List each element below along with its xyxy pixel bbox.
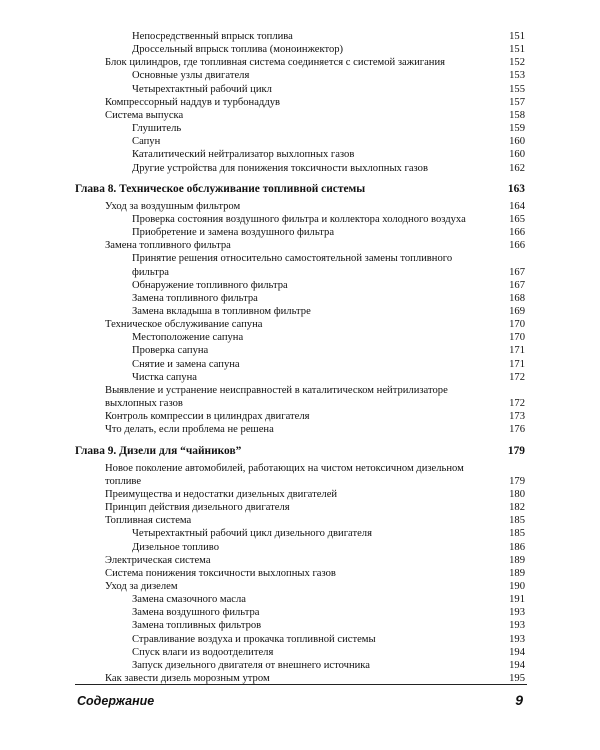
toc-entry-title: Дроссельный впрыск топлива (моноинжектор) — [132, 44, 344, 56]
toc-entry-page: 151 — [509, 31, 525, 42]
toc-entry-row — [0, 83, 600, 97]
toc-entry-row — [0, 410, 600, 424]
toc-entry-page: 167 — [509, 266, 525, 278]
toc-entry-page: 172 — [509, 371, 525, 383]
toc-entry-page: 151 — [509, 44, 525, 56]
toc-entry-title: Дизельное топливо — [132, 541, 219, 553]
toc-entry-title: Четырехтактный рабочий цикл — [132, 83, 272, 95]
toc-entry-page: 186 — [509, 541, 525, 553]
toc-entry-row — [0, 397, 600, 411]
toc-entry-row — [0, 646, 600, 660]
toc-entry-title: Замена топливного фильтра — [105, 240, 231, 252]
toc-chapter-row — [0, 182, 600, 196]
toc-entry-row — [0, 266, 600, 280]
toc-entry-title: Глава 9. Дизели для “чайников” — [75, 444, 242, 457]
toc-entry-page: 166 — [509, 227, 525, 239]
toc-entry-row — [0, 252, 600, 266]
toc-entry-page: 195 — [509, 673, 525, 685]
toc-entry-title: Спуск влаги из водоотделителя — [132, 646, 274, 658]
toc-entry-title: фильтра — [132, 266, 170, 278]
toc-entry-page: 164 — [509, 200, 525, 212]
toc-entry-page: 158 — [509, 109, 525, 121]
toc-entry-row — [0, 541, 600, 555]
toc-entry-row — [0, 619, 600, 633]
toc-entry-title: топливе — [105, 475, 142, 487]
toc-entry-row — [0, 554, 600, 568]
toc-entry-title: Замена смазочного масла — [132, 594, 246, 606]
toc-entry-page: 190 — [509, 581, 525, 592]
toc-entry-row — [0, 318, 600, 332]
toc-entry-title: Как завести дизель морозным утром — [105, 673, 270, 685]
toc-entry-page: 160 — [509, 149, 525, 161]
toc-entry-title: Электрическая система — [105, 554, 211, 566]
toc-entry-title: Принцип действия дизельного двигателя — [105, 502, 290, 514]
toc-entry-title: Другие устройства для понижения токсичности выхлопных газов — [132, 162, 428, 174]
footer-page-number: 9 — [515, 692, 523, 708]
toc-entry-page: 193 — [509, 607, 525, 619]
toc-entry-row — [0, 371, 600, 385]
toc-entry-title: Замена вкладыша в топливном фильтре — [132, 306, 311, 317]
toc-entry-page: 171 — [509, 345, 525, 357]
toc-entry-title: Что делать, если проблема не решена — [105, 424, 274, 436]
toc-entry-page: 189 — [509, 567, 525, 579]
toc-entry-row — [0, 69, 600, 83]
toc-entry-row — [0, 43, 600, 57]
toc-entry-title: Выявление и устранение неисправностей в каталитическом нейтрилизаторе — [105, 384, 448, 396]
toc-entry-title: Глушитель — [132, 123, 182, 135]
toc-entry-page: 193 — [509, 620, 525, 632]
toc-entry-row — [0, 331, 600, 345]
toc-entry-title: выхлопных газов — [105, 398, 183, 410]
toc-entry-row — [0, 501, 600, 515]
toc-entry-page: 191 — [509, 594, 525, 606]
toc-entry-page: 182 — [509, 502, 525, 514]
toc-entry-title: Замена топливных фильтров — [132, 620, 262, 632]
toc-entry-row — [0, 488, 600, 502]
toc-entry-page: 179 — [507, 444, 525, 457]
toc-entry-title: Каталитический нейтрализатор выхлопных газов — [132, 149, 355, 161]
toc-entry-page: 173 — [509, 411, 525, 423]
toc-entry-title: Уход за дизелем — [105, 581, 178, 592]
toc-entry-title: Чистка сапуна — [132, 371, 197, 383]
toc-entry-title: Проверка состояния воздушного фильтра и коллектора холодного воздуха — [132, 213, 466, 225]
toc-entry-row — [0, 148, 600, 162]
toc-entry-row — [0, 109, 600, 123]
toc-entry-page: 189 — [509, 554, 525, 566]
toc-entry-title: Стравливание воздуха и прокачка топливной системы — [132, 633, 376, 645]
toc-entry-page: 152 — [509, 57, 525, 69]
toc-entry-row — [0, 200, 600, 214]
toc-entry-page: 166 — [509, 240, 525, 252]
toc-entry-page: 193 — [509, 633, 525, 645]
toc-entry-row — [0, 213, 600, 227]
footer-rule — [75, 684, 527, 685]
toc-entry-row — [0, 344, 600, 358]
toc-entry-page: 160 — [509, 136, 525, 148]
toc-entry-title: Проверка сапуна — [132, 345, 209, 357]
toc-entry-page: 194 — [509, 659, 525, 671]
toc-entry-page: 185 — [509, 515, 525, 527]
toc-entry-title: Сапун — [132, 136, 161, 148]
toc-entry-page: 172 — [509, 398, 525, 410]
toc-entry-page: 176 — [509, 424, 525, 436]
toc-chapter-row — [0, 444, 600, 458]
toc-entry-title: Компрессорный наддув и турбонаддув — [105, 96, 281, 108]
toc-entry-page: 170 — [509, 319, 525, 331]
toc-entry-page: 185 — [509, 528, 525, 540]
toc-entry-title: Топливная система — [105, 515, 192, 527]
toc-entry-page: 194 — [509, 646, 525, 658]
toc-entry-page: 179 — [509, 475, 525, 487]
toc-entry-page: 159 — [509, 123, 525, 135]
toc-entry-row — [0, 279, 600, 293]
toc-entry-row — [0, 226, 600, 240]
toc-entry-page: 155 — [509, 83, 525, 95]
toc-entry-title: Новое поколение автомобилей, работающих на чистом нетоксичном дизельном — [105, 462, 464, 474]
toc-entry-title: Запуск дизельного двигателя от внешнего источника — [132, 659, 370, 671]
toc-entry-title: Замена топливного фильтра — [132, 292, 258, 304]
toc-entry-row — [0, 527, 600, 541]
toc-entry-page: 171 — [509, 358, 525, 370]
toc-entry-page: 167 — [509, 279, 525, 291]
toc-entry-row — [0, 580, 600, 594]
toc-entry-title: Преимущества и недостатки дизельных двигателей — [105, 488, 338, 500]
toc-entry-title: Обнаружение топливного фильтра — [132, 279, 288, 291]
toc-entry-page: 169 — [509, 306, 525, 317]
footer-section-title: Содержание — [77, 694, 155, 708]
toc-entry-page: 157 — [509, 96, 525, 108]
toc-entry-title: Контроль компрессии в цилиндрах двигателя — [105, 411, 310, 423]
toc-entry-row — [0, 423, 600, 437]
toc-entry-row — [0, 475, 600, 489]
toc-entry-row — [0, 239, 600, 253]
toc-entry-title: Четырехтактный рабочий цикл дизельного двигателя — [132, 528, 372, 540]
toc-entry-row — [0, 292, 600, 306]
toc-entry-row — [0, 567, 600, 581]
toc-entry-row — [0, 593, 600, 607]
toc-entry-title: Система выпуска — [105, 109, 184, 121]
toc-entry-title: Уход за воздушным фильтром — [105, 200, 241, 212]
toc-entry-title: Приобретение и замена воздушного фильтра — [132, 227, 335, 239]
toc-entry-title: Глава 8. Техническое обслуживание топливной системы — [75, 182, 366, 195]
toc-entry-row — [0, 358, 600, 372]
toc-entry-page: 153 — [509, 70, 525, 82]
toc-entry-row — [0, 606, 600, 620]
toc-entry-row — [0, 162, 600, 176]
toc-entry-page: 168 — [509, 292, 525, 304]
toc-entry-row — [0, 305, 600, 319]
toc-entry-row — [0, 659, 600, 673]
toc-entry-page: 163 — [507, 182, 525, 195]
toc-entry-row — [0, 514, 600, 528]
toc-entry-page: 180 — [509, 488, 525, 500]
toc-entry-title: Местоположение сапуна — [132, 332, 244, 344]
toc-entry-page: 170 — [509, 332, 525, 344]
toc-entry-title: Принятие решения относительно самостоятельной замены топливного — [132, 253, 453, 265]
toc-entry-row — [0, 462, 600, 476]
toc-entry-title: Непосредственный впрыск топлива — [132, 31, 293, 42]
toc-entry-title: Блок цилиндров, где топливная система соединяется с системой зажигания — [105, 57, 446, 69]
toc-entry-row — [0, 56, 600, 70]
toc-entry-title: Основные узлы двигателя — [132, 70, 250, 82]
toc-entry-title: Система понижения токсичности выхлопных газов — [105, 567, 336, 579]
toc-entry-row — [0, 96, 600, 110]
toc-entry-row — [0, 30, 600, 44]
toc-entry-title: Снятие и замена сапуна — [132, 358, 240, 370]
toc-entry-page: 165 — [509, 213, 525, 225]
toc-entry-row — [0, 135, 600, 149]
toc-entry-page: 162 — [509, 162, 525, 174]
toc-entry-row — [0, 384, 600, 398]
toc-entry-title: Замена воздушного фильтра — [132, 607, 260, 619]
toc-entry-row — [0, 122, 600, 136]
toc-entry-row — [0, 633, 600, 647]
toc-entry-title: Техническое обслуживание сапуна — [105, 319, 263, 331]
